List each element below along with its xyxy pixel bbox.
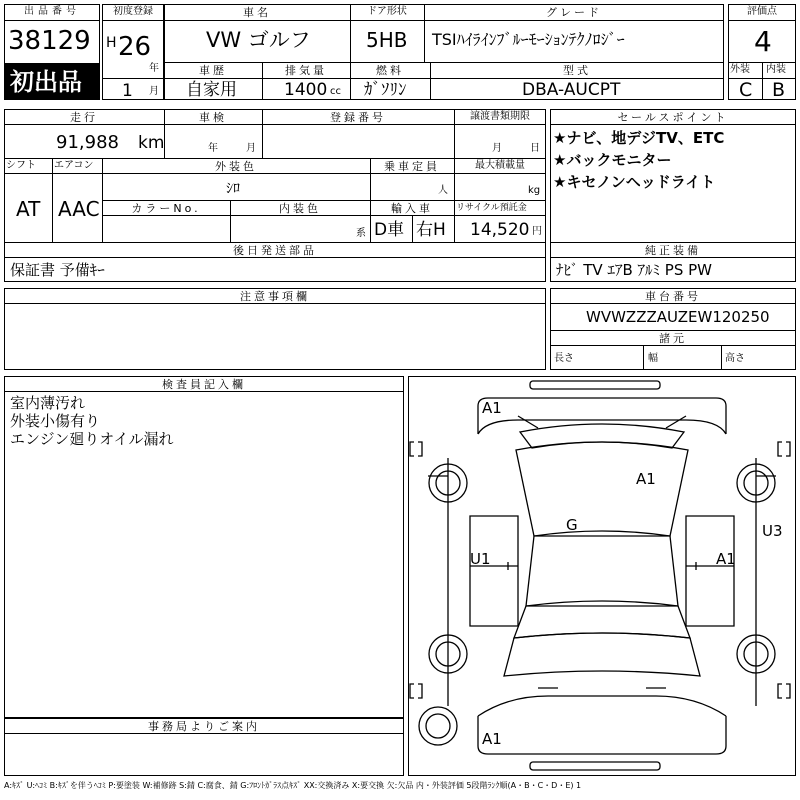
transfer-month-unit: 月 [492, 143, 502, 154]
transfer-day-unit: 日 [530, 143, 540, 154]
recycle-unit: 円 [532, 226, 542, 237]
car-name: VW ゴルフ [206, 28, 311, 52]
height-label: 高さ [725, 353, 745, 364]
history-label: 車歴 [199, 64, 227, 77]
inspection-year-unit: 年 [208, 143, 218, 154]
displacement-unit: cc [330, 86, 341, 97]
notes-label: 注意事項欄 [240, 290, 310, 303]
length-label: 長さ [554, 353, 574, 364]
later-parts-label: 後日発送部品 [233, 244, 317, 257]
ac: AAC [58, 197, 100, 221]
load-label: 最大積載量 [475, 160, 525, 171]
chassis-number: WVWZZZAUZEW120250 [586, 308, 770, 326]
car-name-label: 車名 [243, 6, 271, 19]
displacement-label: 排気量 [285, 64, 327, 77]
history: 自家用 [186, 80, 237, 100]
registration-month: 1 [122, 81, 133, 101]
later-parts: 保証書 予備ｷｰ [10, 261, 105, 279]
ac-label: エアコン [54, 160, 94, 171]
inspector-line-2: 外装小傷有り [10, 412, 101, 430]
car-diagram [408, 376, 796, 776]
inspector-label: 検査員記入欄 [162, 378, 246, 391]
mileage-label: 走行 [70, 111, 98, 124]
capacity-label: 乗車定員 [384, 160, 440, 173]
lot-number-label: 出品番号 [24, 6, 80, 17]
chassis-label: 車台番号 [645, 290, 701, 303]
import-label: 輸入車 [391, 202, 433, 215]
damage-left-side: U1 [470, 550, 491, 568]
exterior-color-label: 外装色 [215, 160, 257, 173]
year-unit: 年 [149, 63, 159, 74]
transfer-deadline-label: 譲渡書類期限 [470, 111, 530, 122]
month-unit: 月 [149, 86, 159, 97]
model-label: 型式 [563, 64, 591, 77]
interior-grade: B [772, 79, 786, 101]
dimensions-label: 諸元 [659, 332, 687, 345]
inspector-line-1: 室内薄汚れ [10, 394, 86, 412]
displacement: 1400 [284, 80, 328, 100]
damage-rear: A1 [482, 730, 502, 748]
exterior-color: ｼﾛ [226, 181, 240, 197]
damage-windshield: G [566, 516, 578, 534]
grade: TSIﾊｲﾗｲﾝﾌﾞﾙｰﾓｰｼｮﾝﾃｸﾉﾛｼﾞｰ [432, 30, 625, 49]
registration-year: 26 [118, 32, 152, 62]
damage-right-side: A1 [716, 550, 736, 568]
color-number-label: カラーNo. [131, 202, 201, 215]
equipment: ﾅﾋﾞ TV ｴｱB ｱﾙﾐ PS PW [556, 261, 712, 279]
recycle-fee: 14,520 [470, 220, 530, 240]
interior-color-unit: 系 [356, 228, 366, 239]
first-listing-text: 初出品 [10, 68, 82, 96]
interior-color-label: 内装色 [279, 202, 321, 215]
sales-point-3: ★キセノンヘッドライト [553, 173, 716, 191]
shift: AT [16, 197, 41, 221]
exterior-grade: C [739, 79, 753, 101]
model: DBA-AUCPT [522, 80, 621, 100]
grade-label: グレード [546, 6, 602, 19]
equipment-label: 純正装備 [645, 244, 701, 257]
recycle-label: リサイクル預託金 [456, 203, 527, 213]
era-letter: H [106, 35, 117, 51]
steering-side: 右H [416, 220, 446, 240]
sales-point-2: ★バックモニター [553, 151, 672, 169]
damage-front: A1 [482, 399, 502, 417]
inspector-line-3: エンジン廻りオイル漏れ [10, 430, 174, 448]
door-label: ドア形状 [367, 6, 407, 17]
inspection-label: 車検 [199, 111, 227, 124]
import-type: D車 [374, 220, 405, 240]
door-type: 5HB [366, 28, 408, 52]
sales-point-1: ★ナビ、地デジTV、ETC [553, 129, 725, 147]
fuel-label: 燃料 [376, 64, 404, 77]
legend: A:ｷｽﾞ U:ﾍｺﾐ B:ｷｽﾞを伴うﾍｺﾐ P:要塗装 W:補修跡 S:錆 C:腐食、錆 G:ﾌﾛﾝﾄｶﾞﾗｽ点ｷｽﾞ XX:交換済み X:要交換 欠:欠品 内・外装評価 5段階ﾗﾝｸ順(A・B・C・D・E) 1 [4, 781, 582, 790]
exterior-label: 外装 [730, 64, 750, 75]
office-label: 事務局よりご案内 [148, 720, 260, 733]
capacity-unit: 人 [438, 185, 448, 196]
width-label: 幅 [648, 353, 658, 364]
shift-label: シフト [6, 160, 36, 171]
specs-box [4, 109, 546, 243]
sales-points-label: セールスポイント [617, 111, 729, 124]
score-value: 4 [754, 25, 772, 58]
load-unit: kg [528, 185, 541, 196]
registration-number-label: 登録番号 [330, 111, 386, 124]
fuel: ｶﾞｿﾘﾝ [364, 80, 407, 100]
score-label: 評価点 [747, 6, 777, 17]
lot-number: 38129 [8, 26, 91, 56]
mileage-unit: km [138, 133, 165, 153]
mileage: 91,988 [56, 132, 119, 153]
first-registration-label: 初度登録 [113, 6, 153, 17]
inspection-month-unit: 月 [246, 143, 256, 154]
interior-label: 内装 [766, 64, 786, 75]
damage-bonnet: A1 [636, 470, 656, 488]
damage-right-rear: U3 [762, 522, 783, 540]
first-listing-badge [4, 64, 100, 100]
